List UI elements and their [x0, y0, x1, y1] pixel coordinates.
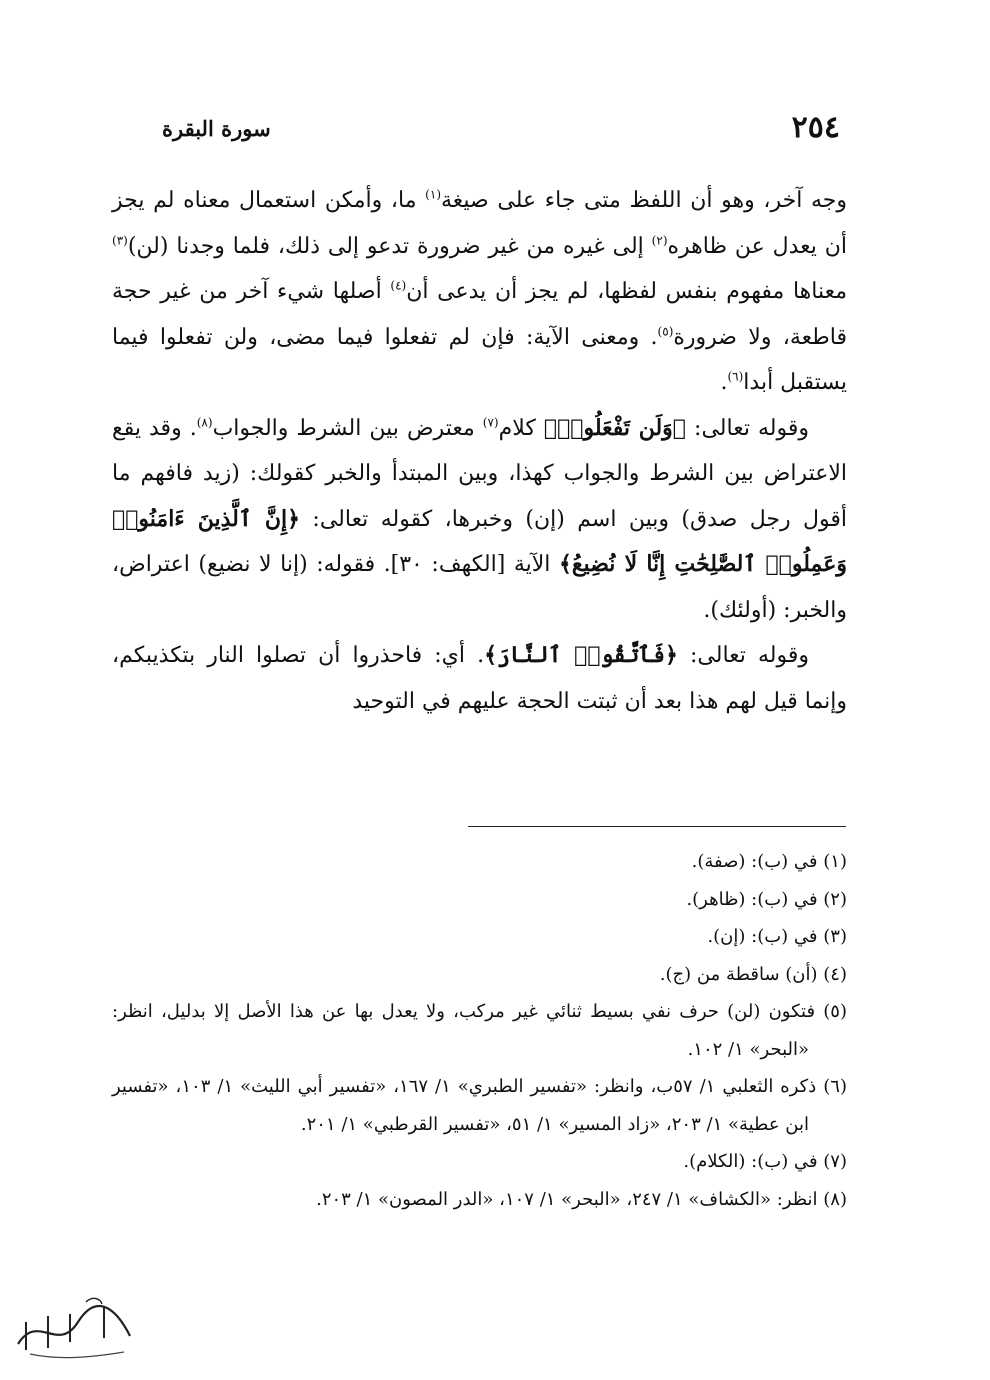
- text-run: . وقد يقع الاعتراض بين الشرط والجواب كهذا، وبين المبتدأ والخبر كقولك: (زيد فافهم ما أقول رجل صدق) وبين اسم (إن) وخبرها، كقوله تعالى:: [112, 415, 848, 532]
- footnote-number: (٦): [823, 1076, 847, 1097]
- text-run: الآية [الكهف: ٣٠]. فقوله: (إنا لا نضيع) اعتراض، والخبر: (أولئك).: [112, 552, 847, 623]
- text-run: كلام: [498, 415, 544, 441]
- paragraph: [112, 633, 847, 724]
- footnote-number: (٧): [823, 1151, 847, 1172]
- publisher-watermark-logo: [8, 1292, 138, 1364]
- footnote: [112, 881, 847, 919]
- footnote-ref: (٤): [390, 278, 407, 293]
- footnote: [112, 1143, 847, 1181]
- page-number: ٢٥٤: [791, 110, 840, 145]
- text-run: وقوله تعالى:: [677, 643, 809, 668]
- footnote-number: (٢): [823, 888, 847, 910]
- footnotes: [112, 843, 847, 1218]
- text-run: . أي: فاحذروا أن تصلوا النار بتكذيبكم، وإنما قيل لهم هذا بعد أن ثبتت الحجة عليهم في التوحيد: [112, 643, 847, 714]
- paragraph: [112, 178, 847, 406]
- quran-verse: ﴿إِنَّ ٱلَّذِينَ ءَامَنُوا۟ وَعَمِلُوا۟ ٱلصَّٰلِحَٰتِ إِنَّا لَا نُضِيعُ﴾: [112, 505, 847, 577]
- footnote: [112, 918, 847, 956]
- footnote-text: (أن) ساقطة من (ج).: [659, 963, 824, 985]
- footnote-number: (٤): [823, 963, 847, 985]
- footnote-ref: (٢): [651, 233, 668, 248]
- footnote-number: (٨): [823, 1188, 847, 1210]
- footnote-text: في (ب): (صفة).: [691, 851, 824, 872]
- surah-title: سورة البقرة: [162, 116, 271, 141]
- footnote-text: ذكره الثعلبي ١/ ٥٧ب، وانظر: «تفسير الطبري» ١/ ١٦٧، «تفسير أبي الليث» ١/ ١٠٣، «تفسير ابن عطية» ١/ ٢٠٣، «زاد المسير» ١/ ٥١، «تفسير القرطبي» ١/ ٢٠١.: [112, 1076, 824, 1135]
- main-text: [112, 178, 847, 724]
- footnote-ref: (٨): [196, 415, 213, 430]
- footnote-number: (٣): [823, 926, 847, 947]
- footnote-ref: (٣): [112, 233, 128, 248]
- text-run: وقوله تعالى:: [686, 415, 809, 441]
- text-run: أصلها شيء آخر من غير حجة قاطعة، ولا ضرورة: [112, 279, 847, 350]
- footnote-text: في (ب): (الكلام).: [683, 1151, 824, 1172]
- running-header: [150, 110, 840, 150]
- text-run: إلى غيره من غير ضرورة تدعو إلى ذلك، فلما وجدنا (لن): [127, 233, 652, 259]
- footnote: [112, 1068, 847, 1143]
- footnote: [112, 993, 847, 1068]
- footnote-number: (١): [823, 851, 847, 872]
- text-run: وجه آخر، وهو أن اللفظ متى جاء على صيغة: [441, 188, 847, 213]
- text-run: معناها مفهوم بنفس لفظها، لم يجز أن يدعى أن: [406, 279, 847, 304]
- footnote-text: في (ب): (إن).: [707, 926, 824, 947]
- footnote: [112, 1181, 847, 1219]
- footnote-ref: (٧): [482, 415, 499, 430]
- footnote: [112, 956, 847, 994]
- text-run: ما، وأمكن استعمال معناه لم يجز أن يعدل عن ظاهره: [112, 188, 848, 259]
- quran-verse: ﴿وَلَن تَفْعَلُوا۟﴾: [543, 414, 686, 441]
- text-run: معترض بين الشرط والجواب: [212, 415, 483, 441]
- footnote-number: (٥): [823, 1001, 847, 1022]
- footnote-text: في (ب): (ظاهر).: [686, 888, 824, 910]
- footnote-ref: (١): [425, 187, 441, 202]
- footnote-text: انظر: «الكشاف» ١/ ٢٤٧، «البحر» ١/ ١٠٧، «الدر المصون» ١/ ٢٠٣.: [316, 1188, 824, 1210]
- footnote-ref: (٥): [657, 324, 674, 339]
- footnote-text: فتكون (لن) حرف نفي بسيط ثنائي غير مركب، ولا يعدل بها عن هذا الأصل إلا بدليل، انظر: «البحر» ١/ ١٠٢.: [112, 1001, 824, 1060]
- text-run: . ومعنى الآية: فإن لم تفعلوا فيما مضى، ولن تفعلوا فيما يستقبل أبدا: [112, 324, 847, 395]
- footnote: [112, 843, 847, 881]
- quran-verse: ﴿فَٱتَّقُوا۟ ٱلنَّارَ﴾: [484, 642, 678, 668]
- footnote-divider: [468, 826, 846, 827]
- text-run: .: [720, 370, 728, 395]
- paragraph: [112, 406, 847, 634]
- footnote-ref: (٦): [727, 369, 744, 384]
